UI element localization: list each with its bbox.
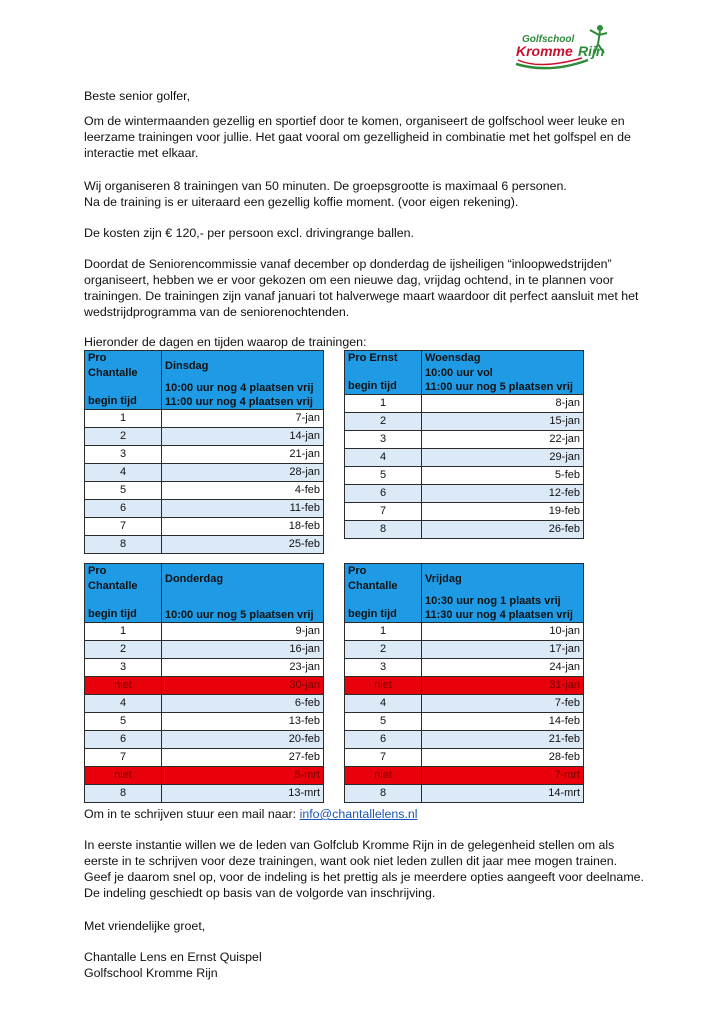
lesson-date: 11-feb (162, 500, 324, 518)
signature-names: Chantalle Lens en Ernst Quispel (84, 950, 262, 964)
lesson-date: 10-jan (422, 623, 584, 641)
time-slots (162, 594, 324, 623)
lesson-number: niet (345, 677, 422, 695)
lesson-number: 7 (345, 503, 422, 521)
time-slot: 10:00 uur nog 4 plaatsen vrij (165, 382, 314, 394)
lesson-number: 2 (85, 428, 162, 446)
lesson-date: 17-jan (422, 641, 584, 659)
paragraph-costs: De kosten zijn € 120,- per persoon excl. drivingrange ballen. (84, 226, 414, 240)
lesson-date: 12-feb (422, 485, 584, 503)
table-row (345, 659, 584, 677)
lesson-number: niet (345, 767, 422, 785)
time-slots (162, 381, 324, 410)
lesson-date: 9-jan (162, 623, 324, 641)
lesson-number: 1 (345, 395, 422, 413)
table-row (345, 503, 584, 521)
lesson-date: 4-feb (162, 482, 324, 500)
table-row (85, 677, 324, 695)
tables-intro: Hieronder de dagen en tijden waarop de trainingen: (84, 335, 367, 349)
golfschool-logo (510, 20, 620, 78)
lesson-number: 5 (85, 713, 162, 731)
lesson-number: 8 (345, 785, 422, 803)
lesson-date: 14-feb (422, 713, 584, 731)
day-name: Donderdag (162, 564, 324, 595)
table-row (345, 449, 584, 467)
lesson-date: 18-feb (162, 518, 324, 536)
lesson-date: 27-feb (162, 749, 324, 767)
logo-line1: Golfschool (522, 34, 575, 45)
day-name: Woensdag (422, 351, 584, 367)
pro-name: Pro Chantalle (85, 351, 162, 382)
lesson-number: 5 (345, 713, 422, 731)
table-row (85, 785, 324, 803)
table-row (345, 677, 584, 695)
table-row (85, 713, 324, 731)
paragraph-members: In eerste instantie willen we de leden van Golfclub Kromme Rijn in de gelegenheid stellen om als eerste in te schrijven voor deze trainingen, want ook niet leden zullen dit jaar mee mogen trainen. Geef je daarom snel op, voor de indeling is het prettig als je meerdere opties aangeeft voor deelname. De indeling geschiedt op basis van de volgorde van inschrijving. (84, 838, 644, 900)
table-row (85, 695, 324, 713)
table-row (85, 536, 324, 554)
lesson-date: 24-jan (422, 659, 584, 677)
lesson-number: 6 (85, 731, 162, 749)
lesson-date: 19-feb (422, 503, 584, 521)
schedule-table-woensdag (344, 350, 584, 539)
closing: Met vriendelijke groet, (84, 919, 206, 933)
lesson-number: 7 (85, 749, 162, 767)
logo-line3: Rijn (578, 43, 605, 59)
signup-line (84, 806, 644, 822)
lesson-number: 8 (85, 785, 162, 803)
lesson-date: 29-jan (422, 449, 584, 467)
lesson-date: 13-mrt (162, 785, 324, 803)
lesson-number: 6 (345, 485, 422, 503)
lesson-number: 7 (345, 749, 422, 767)
table-row (85, 500, 324, 518)
table-row (85, 410, 324, 428)
lesson-number: 4 (85, 695, 162, 713)
column-header: begin tijd (345, 594, 422, 623)
lesson-date: 7-mrt (422, 767, 584, 785)
table-row (345, 731, 584, 749)
time-slot: 11:00 uur nog 4 plaatsen vrij (165, 396, 313, 408)
time-slot: 10:00 uur nog 5 plaatsen vrij (165, 609, 314, 621)
lesson-date: 6-mrt (162, 767, 324, 785)
lesson-number: 1 (85, 623, 162, 641)
table-row (345, 767, 584, 785)
lesson-date: 5-feb (422, 467, 584, 485)
paragraph-trainings: Wij organiseren 8 trainingen van 50 minuten. De groepsgrootte is maximaal 6 personen. (84, 179, 567, 193)
lesson-number: 5 (85, 482, 162, 500)
day-name: Vrijdag (422, 564, 584, 595)
lesson-date: 13-feb (162, 713, 324, 731)
day-name: Dinsdag (162, 351, 324, 382)
paragraph-schedule: Doordat de Seniorencommissie vanaf december op donderdag de ijsheiligen “inloopwedstrijden” organiseert, hebben we er voor gekozen om een nieuwe dag, vrijdag ochtend, in te plannen voor trainingen. De trainingen zijn vanaf januari tot halverwege maart waardoor dit perfect aansluit met het wedstrijdprogramma van de seniorenochtenden. (84, 257, 639, 319)
lesson-date: 6-feb (162, 695, 324, 713)
lesson-date: 14-mrt (422, 785, 584, 803)
lesson-number: 3 (85, 659, 162, 677)
lesson-number: 2 (345, 641, 422, 659)
table-row (85, 749, 324, 767)
lesson-number: 4 (345, 449, 422, 467)
schedule-table-vrijdag (344, 563, 584, 803)
lesson-date: 8-jan (422, 395, 584, 413)
lesson-date: 23-jan (162, 659, 324, 677)
lesson-number: niet (85, 767, 162, 785)
lesson-date: 21-jan (162, 446, 324, 464)
lesson-number: 1 (345, 623, 422, 641)
signature-school: Golfschool Kromme Rijn (84, 966, 218, 980)
table-row (345, 467, 584, 485)
time-slots (422, 594, 584, 623)
lesson-number: 3 (345, 659, 422, 677)
column-header: begin tijd (85, 381, 162, 410)
golfer-logo-icon (510, 20, 620, 78)
time-slots (422, 366, 584, 395)
greeting: Beste senior golfer, (84, 89, 191, 103)
table-row (85, 641, 324, 659)
time-slot: 10:00 uur vol (425, 367, 493, 379)
column-header: begin tijd (85, 594, 162, 623)
table-row (85, 623, 324, 641)
lesson-date: 15-jan (422, 413, 584, 431)
table-row (85, 659, 324, 677)
table-row (345, 641, 584, 659)
lesson-number: 2 (85, 641, 162, 659)
lesson-date: 28-jan (162, 464, 324, 482)
table-row (345, 695, 584, 713)
lesson-date: 7-jan (162, 410, 324, 428)
table-row (85, 731, 324, 749)
table-row (345, 395, 584, 413)
lesson-number: 4 (85, 464, 162, 482)
signup-text: Om in te schrijven stuur een mail naar: (84, 807, 300, 821)
table-row (85, 518, 324, 536)
lesson-date: 14-jan (162, 428, 324, 446)
lesson-date: 20-feb (162, 731, 324, 749)
time-slot: 11:30 uur nog 4 plaatsen vrij (425, 609, 573, 621)
time-slot: 10:30 uur nog 1 plaats vrij (425, 595, 561, 607)
pro-name: Pro Ernst (345, 351, 422, 367)
lesson-number: 1 (85, 410, 162, 428)
table-row (85, 767, 324, 785)
table-row (345, 785, 584, 803)
pro-name: Pro Chantalle (85, 564, 162, 595)
table-row (345, 431, 584, 449)
paragraph-intro: Om de wintermaanden gezellig en sportief door te komen, organiseert de golfschool weer leuke en leerzame trainingen voor jullie. Het gaat vooral om gezelligheid in combinatie met het golfspel en de interactie met elkaar. (84, 114, 631, 160)
pro-name: Pro Chantalle (345, 564, 422, 595)
lesson-number: 6 (85, 500, 162, 518)
schedule-table-dinsdag (84, 350, 324, 554)
lesson-date: 21-feb (422, 731, 584, 749)
table-row (345, 623, 584, 641)
lesson-date: 22-jan (422, 431, 584, 449)
lesson-number: 3 (345, 431, 422, 449)
table-row (85, 464, 324, 482)
lesson-date: 7-feb (422, 695, 584, 713)
table-row (345, 413, 584, 431)
lesson-number: 5 (345, 467, 422, 485)
lesson-date: 30-jan (162, 677, 324, 695)
lesson-date: 31-jan (422, 677, 584, 695)
table-row (345, 485, 584, 503)
lesson-date: 16-jan (162, 641, 324, 659)
lesson-number: 7 (85, 518, 162, 536)
table-row (85, 482, 324, 500)
schedule-table-donderdag (84, 563, 324, 803)
lesson-date: 25-feb (162, 536, 324, 554)
column-header: begin tijd (345, 366, 422, 395)
time-slot: 11:00 uur nog 5 plaatsen vrij (425, 381, 573, 393)
lesson-number: 8 (85, 536, 162, 554)
lesson-number: 2 (345, 413, 422, 431)
lesson-number: 6 (345, 731, 422, 749)
logo-line2: Kromme (516, 43, 573, 59)
paragraph-coffee: Na de training is er uiteraard een gezellig koffie moment. (voor eigen rekening). (84, 195, 519, 209)
table-row (85, 446, 324, 464)
lesson-number: 3 (85, 446, 162, 464)
lesson-date: 28-feb (422, 749, 584, 767)
lesson-number: 4 (345, 695, 422, 713)
lesson-date: 26-feb (422, 521, 584, 539)
lesson-number: 8 (345, 521, 422, 539)
signup-email-link[interactable]: info@chantallelens.nl (299, 807, 418, 821)
table-row (85, 428, 324, 446)
table-row (345, 713, 584, 731)
table-row (345, 749, 584, 767)
lesson-number: niet (85, 677, 162, 695)
table-row (345, 521, 584, 539)
